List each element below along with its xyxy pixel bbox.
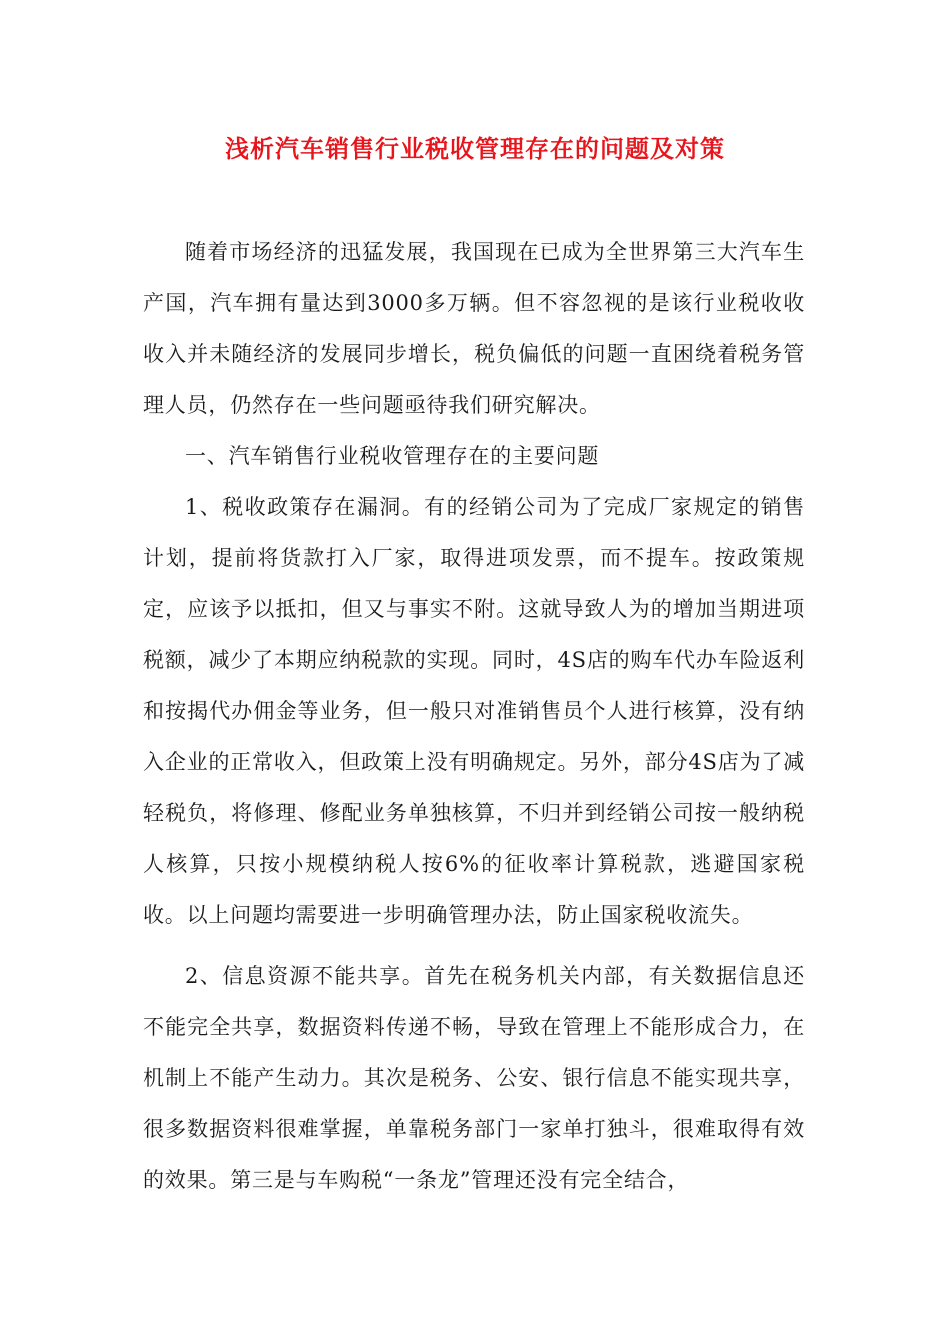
section-heading: 一、汽车销售行业税收管理存在的主要问题 bbox=[185, 444, 600, 468]
paragraph-intro: 随着市场经济的迅猛发展，我国现在已成为全世界第三大汽车生产国，汽车拥有量达到3000多万辆。但不容忽视的是该行业税收收收入并未随经济的发展同步增长，税负偏低的问题一直困绕着税务管理人员，仍然存在一些问题亟待我们研究解决。 bbox=[143, 240, 805, 417]
paragraph-info-sharing: 2、信息资源不能共享。首先在税务机关内部，有关数据信息还不能完全共享，数据资料传递不畅，导致在管理上不能形成合力，在机制上不能产生动力。其次是税务、公安、银行信息不能实现共享，很多数据资料很难掌握，单靠税务部门一家单打独斗，很难取得有效的效果。第三是与车购税“一条龙”管理还没有完全结合， bbox=[143, 964, 805, 1192]
document-body bbox=[143, 227, 805, 1206]
document-title: 浅析汽车销售行业税收管理存在的问题及对策 bbox=[225, 134, 725, 163]
paragraph-tax-policy: 1、税收政策存在漏洞。有的经销公司为了完成厂家规定的销售计划，提前将货款打入厂家，取得进项发票，而不提车。按政策规定，应该予以抵扣，但又与事实不附。这就导致人为的增加当期进项税额，减少了本期应纳税款的实现。同时，4S店的购车代办车险返利和按揭代办佣金等业务，但一般只对准销售员个人进行核算，没有纳入企业的正常收入，但政策上没有明确规定。另外，部分4S店为了减轻税负，将修理、修配业务单独核算，不归并到经销公司按一般纳税人核算，只按小规模纳税人按6%的征收率计算税款，逃避国家税收。以上问题均需要进一步明确管理办法，防止国家税收流失。 bbox=[143, 495, 805, 927]
